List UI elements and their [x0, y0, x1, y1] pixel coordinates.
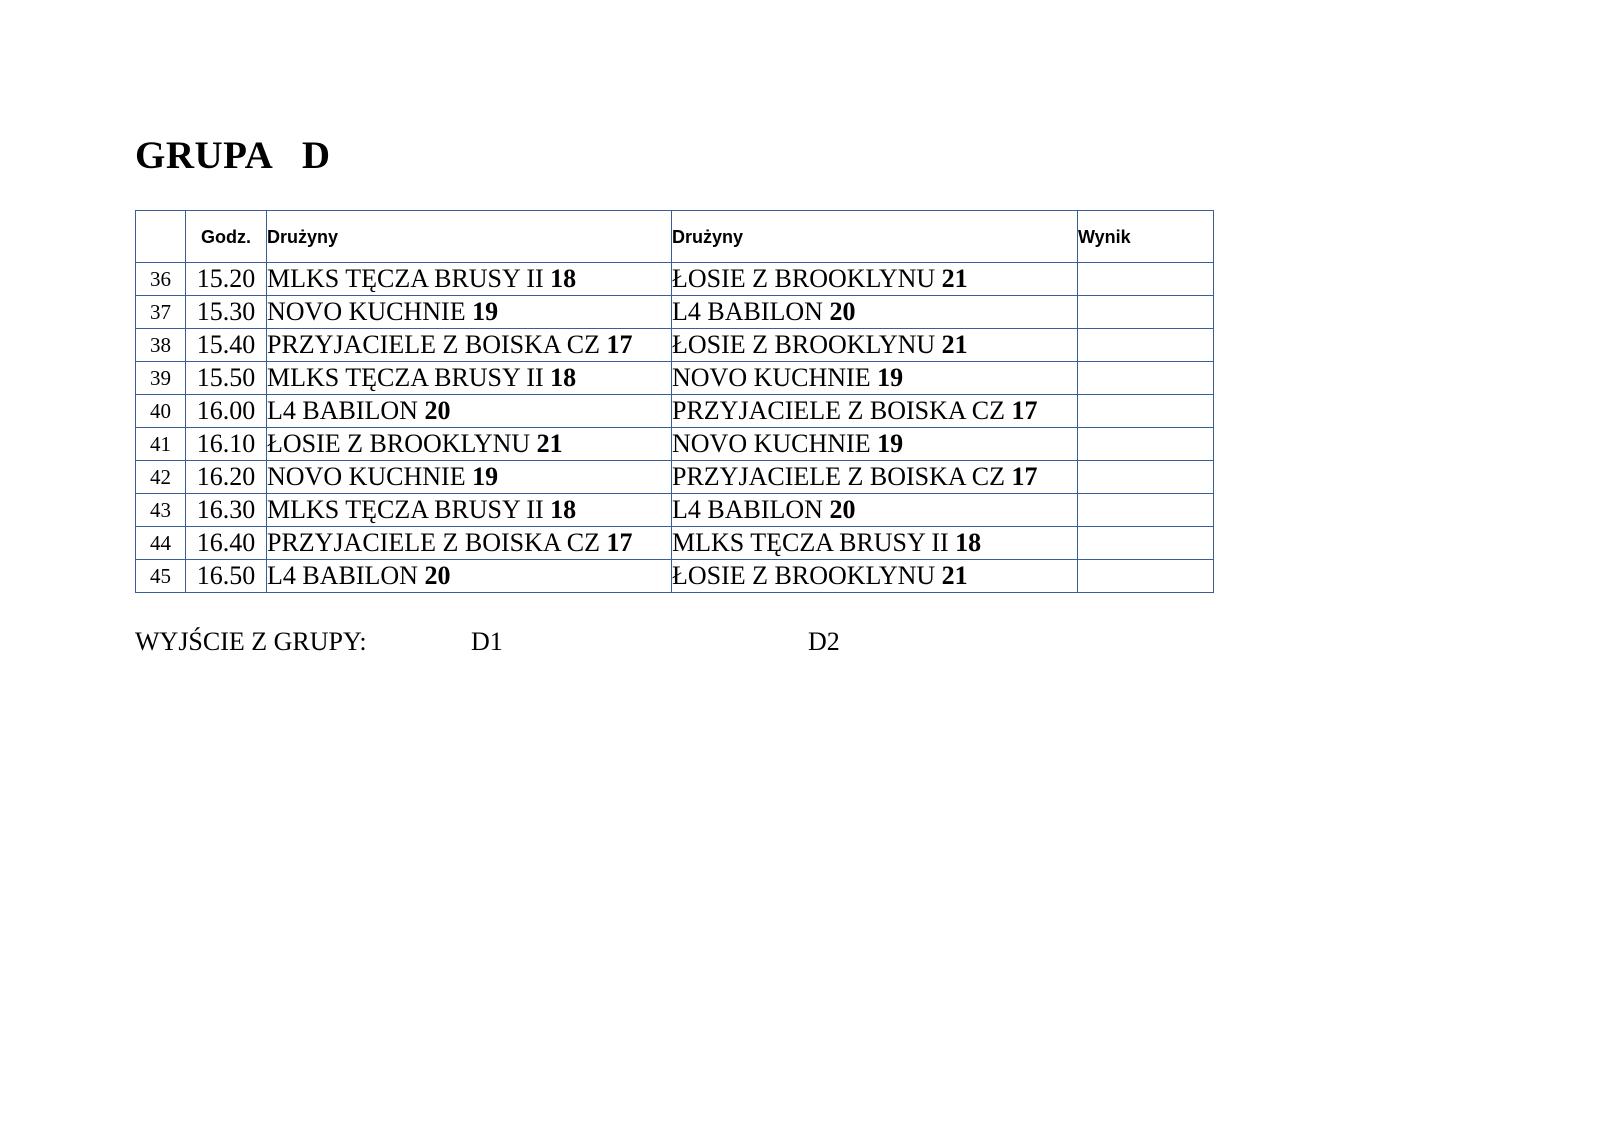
team1-name: MLKS TĘCZA BRUSY II — [267, 363, 544, 392]
match-number: 42 — [136, 461, 186, 494]
team1-cell — [267, 461, 672, 494]
team1-cell — [267, 296, 672, 329]
result-cell[interactable] — [1078, 395, 1214, 428]
team1-name: NOVO KUCHNIE — [267, 297, 466, 326]
group-exit-slot-d1: D1 — [471, 627, 503, 656]
table-header-row — [136, 211, 1214, 263]
team1-name: NOVO KUCHNIE — [267, 462, 466, 491]
result-cell[interactable] — [1078, 560, 1214, 593]
team2-cell — [672, 263, 1078, 296]
team1-cell — [267, 527, 672, 560]
team1-number: 20 — [424, 396, 451, 425]
group-exit-label: WYJŚCIE Z GRUPY: — [135, 627, 367, 656]
result-cell[interactable] — [1078, 329, 1214, 362]
table-row — [136, 494, 1214, 527]
table-row — [136, 461, 1214, 494]
team2-name: MLKS TĘCZA BRUSY II — [672, 528, 949, 557]
match-time: 15.20 — [186, 263, 267, 296]
match-number: 45 — [136, 560, 186, 593]
team2-cell — [672, 296, 1078, 329]
team2-number: 21 — [941, 330, 968, 359]
team1-cell — [267, 494, 672, 527]
result-cell[interactable] — [1078, 362, 1214, 395]
team2-number: 17 — [1011, 396, 1038, 425]
team2-name: NOVO KUCHNIE — [672, 363, 871, 392]
match-time: 16.20 — [186, 461, 267, 494]
table-body — [136, 263, 1214, 593]
team1-number: 17 — [606, 330, 633, 359]
team2-number: 20 — [829, 297, 856, 326]
team1-number: 21 — [536, 429, 563, 458]
team2-cell — [672, 395, 1078, 428]
team1-name: MLKS TĘCZA BRUSY II — [267, 264, 544, 293]
match-time: 16.30 — [186, 494, 267, 527]
team1-number: 19 — [472, 462, 499, 491]
team2-cell — [672, 329, 1078, 362]
team2-number: 20 — [829, 495, 856, 524]
team2-number: 19 — [877, 429, 904, 458]
team2-number: 21 — [941, 264, 968, 293]
match-time: 16.50 — [186, 560, 267, 593]
team1-number: 20 — [424, 561, 451, 590]
team1-cell — [267, 560, 672, 593]
match-number: 39 — [136, 362, 186, 395]
team2-name: L4 BABILON — [672, 297, 823, 326]
match-time: 15.30 — [186, 296, 267, 329]
page-title: GRUPA D — [135, 134, 331, 177]
team2-cell — [672, 494, 1078, 527]
team1-number: 19 — [472, 297, 499, 326]
group-exit-slot-d2: D2 — [808, 627, 840, 656]
team1-number: 18 — [550, 495, 577, 524]
match-time: 16.00 — [186, 395, 267, 428]
team2-name: ŁOSIE Z BROOKLYNU — [672, 264, 936, 293]
match-time: 16.40 — [186, 527, 267, 560]
team1-cell — [267, 428, 672, 461]
match-time: 16.10 — [186, 428, 267, 461]
header-team2: Drużyny — [672, 211, 1078, 263]
table-row — [136, 329, 1214, 362]
team1-name: PRZYJACIELE Z BOISKA CZ — [267, 528, 600, 557]
result-cell[interactable] — [1078, 263, 1214, 296]
header-team1: Drużyny — [267, 211, 672, 263]
team1-name: L4 BABILON — [267, 561, 418, 590]
table-row — [136, 263, 1214, 296]
match-number: 41 — [136, 428, 186, 461]
team2-name: NOVO KUCHNIE — [672, 429, 871, 458]
table-row — [136, 362, 1214, 395]
team2-cell — [672, 461, 1078, 494]
header-result: Wynik — [1078, 211, 1214, 263]
team2-cell — [672, 428, 1078, 461]
team1-cell — [267, 263, 672, 296]
match-number: 36 — [136, 263, 186, 296]
result-cell[interactable] — [1078, 461, 1214, 494]
team2-number: 18 — [955, 528, 982, 557]
match-time: 15.40 — [186, 329, 267, 362]
team2-number: 17 — [1011, 462, 1038, 491]
header-number — [136, 211, 186, 263]
team1-name: ŁOSIE Z BROOKLYNU — [267, 429, 531, 458]
team2-name: PRZYJACIELE Z BOISKA CZ — [672, 462, 1005, 491]
match-number: 44 — [136, 527, 186, 560]
table-row — [136, 560, 1214, 593]
match-number: 38 — [136, 329, 186, 362]
team2-name: L4 BABILON — [672, 495, 823, 524]
team2-name: ŁOSIE Z BROOKLYNU — [672, 330, 936, 359]
match-time: 15.50 — [186, 362, 267, 395]
team2-name: PRZYJACIELE Z BOISKA CZ — [672, 396, 1005, 425]
team2-name: ŁOSIE Z BROOKLYNU — [672, 561, 936, 590]
table-row — [136, 428, 1214, 461]
team1-name: MLKS TĘCZA BRUSY II — [267, 495, 544, 524]
result-cell[interactable] — [1078, 428, 1214, 461]
match-number: 37 — [136, 296, 186, 329]
team1-cell — [267, 329, 672, 362]
match-number: 40 — [136, 395, 186, 428]
header-time: Godz. — [186, 211, 267, 263]
team2-number: 21 — [941, 561, 968, 590]
table-row — [136, 395, 1214, 428]
team2-number: 19 — [877, 363, 904, 392]
team1-cell — [267, 395, 672, 428]
team1-number: 17 — [606, 528, 633, 557]
match-number: 43 — [136, 494, 186, 527]
team1-name: L4 BABILON — [267, 396, 418, 425]
table-row — [136, 296, 1214, 329]
result-cell[interactable] — [1078, 494, 1214, 527]
team2-cell — [672, 362, 1078, 395]
match-schedule-table — [135, 210, 1214, 593]
team1-number: 18 — [550, 264, 577, 293]
result-cell[interactable] — [1078, 296, 1214, 329]
team2-cell — [672, 560, 1078, 593]
result-cell[interactable] — [1078, 527, 1214, 560]
team2-cell — [672, 527, 1078, 560]
table-row — [136, 527, 1214, 560]
team1-name: PRZYJACIELE Z BOISKA CZ — [267, 330, 600, 359]
team1-number: 18 — [550, 363, 577, 392]
team1-cell — [267, 362, 672, 395]
